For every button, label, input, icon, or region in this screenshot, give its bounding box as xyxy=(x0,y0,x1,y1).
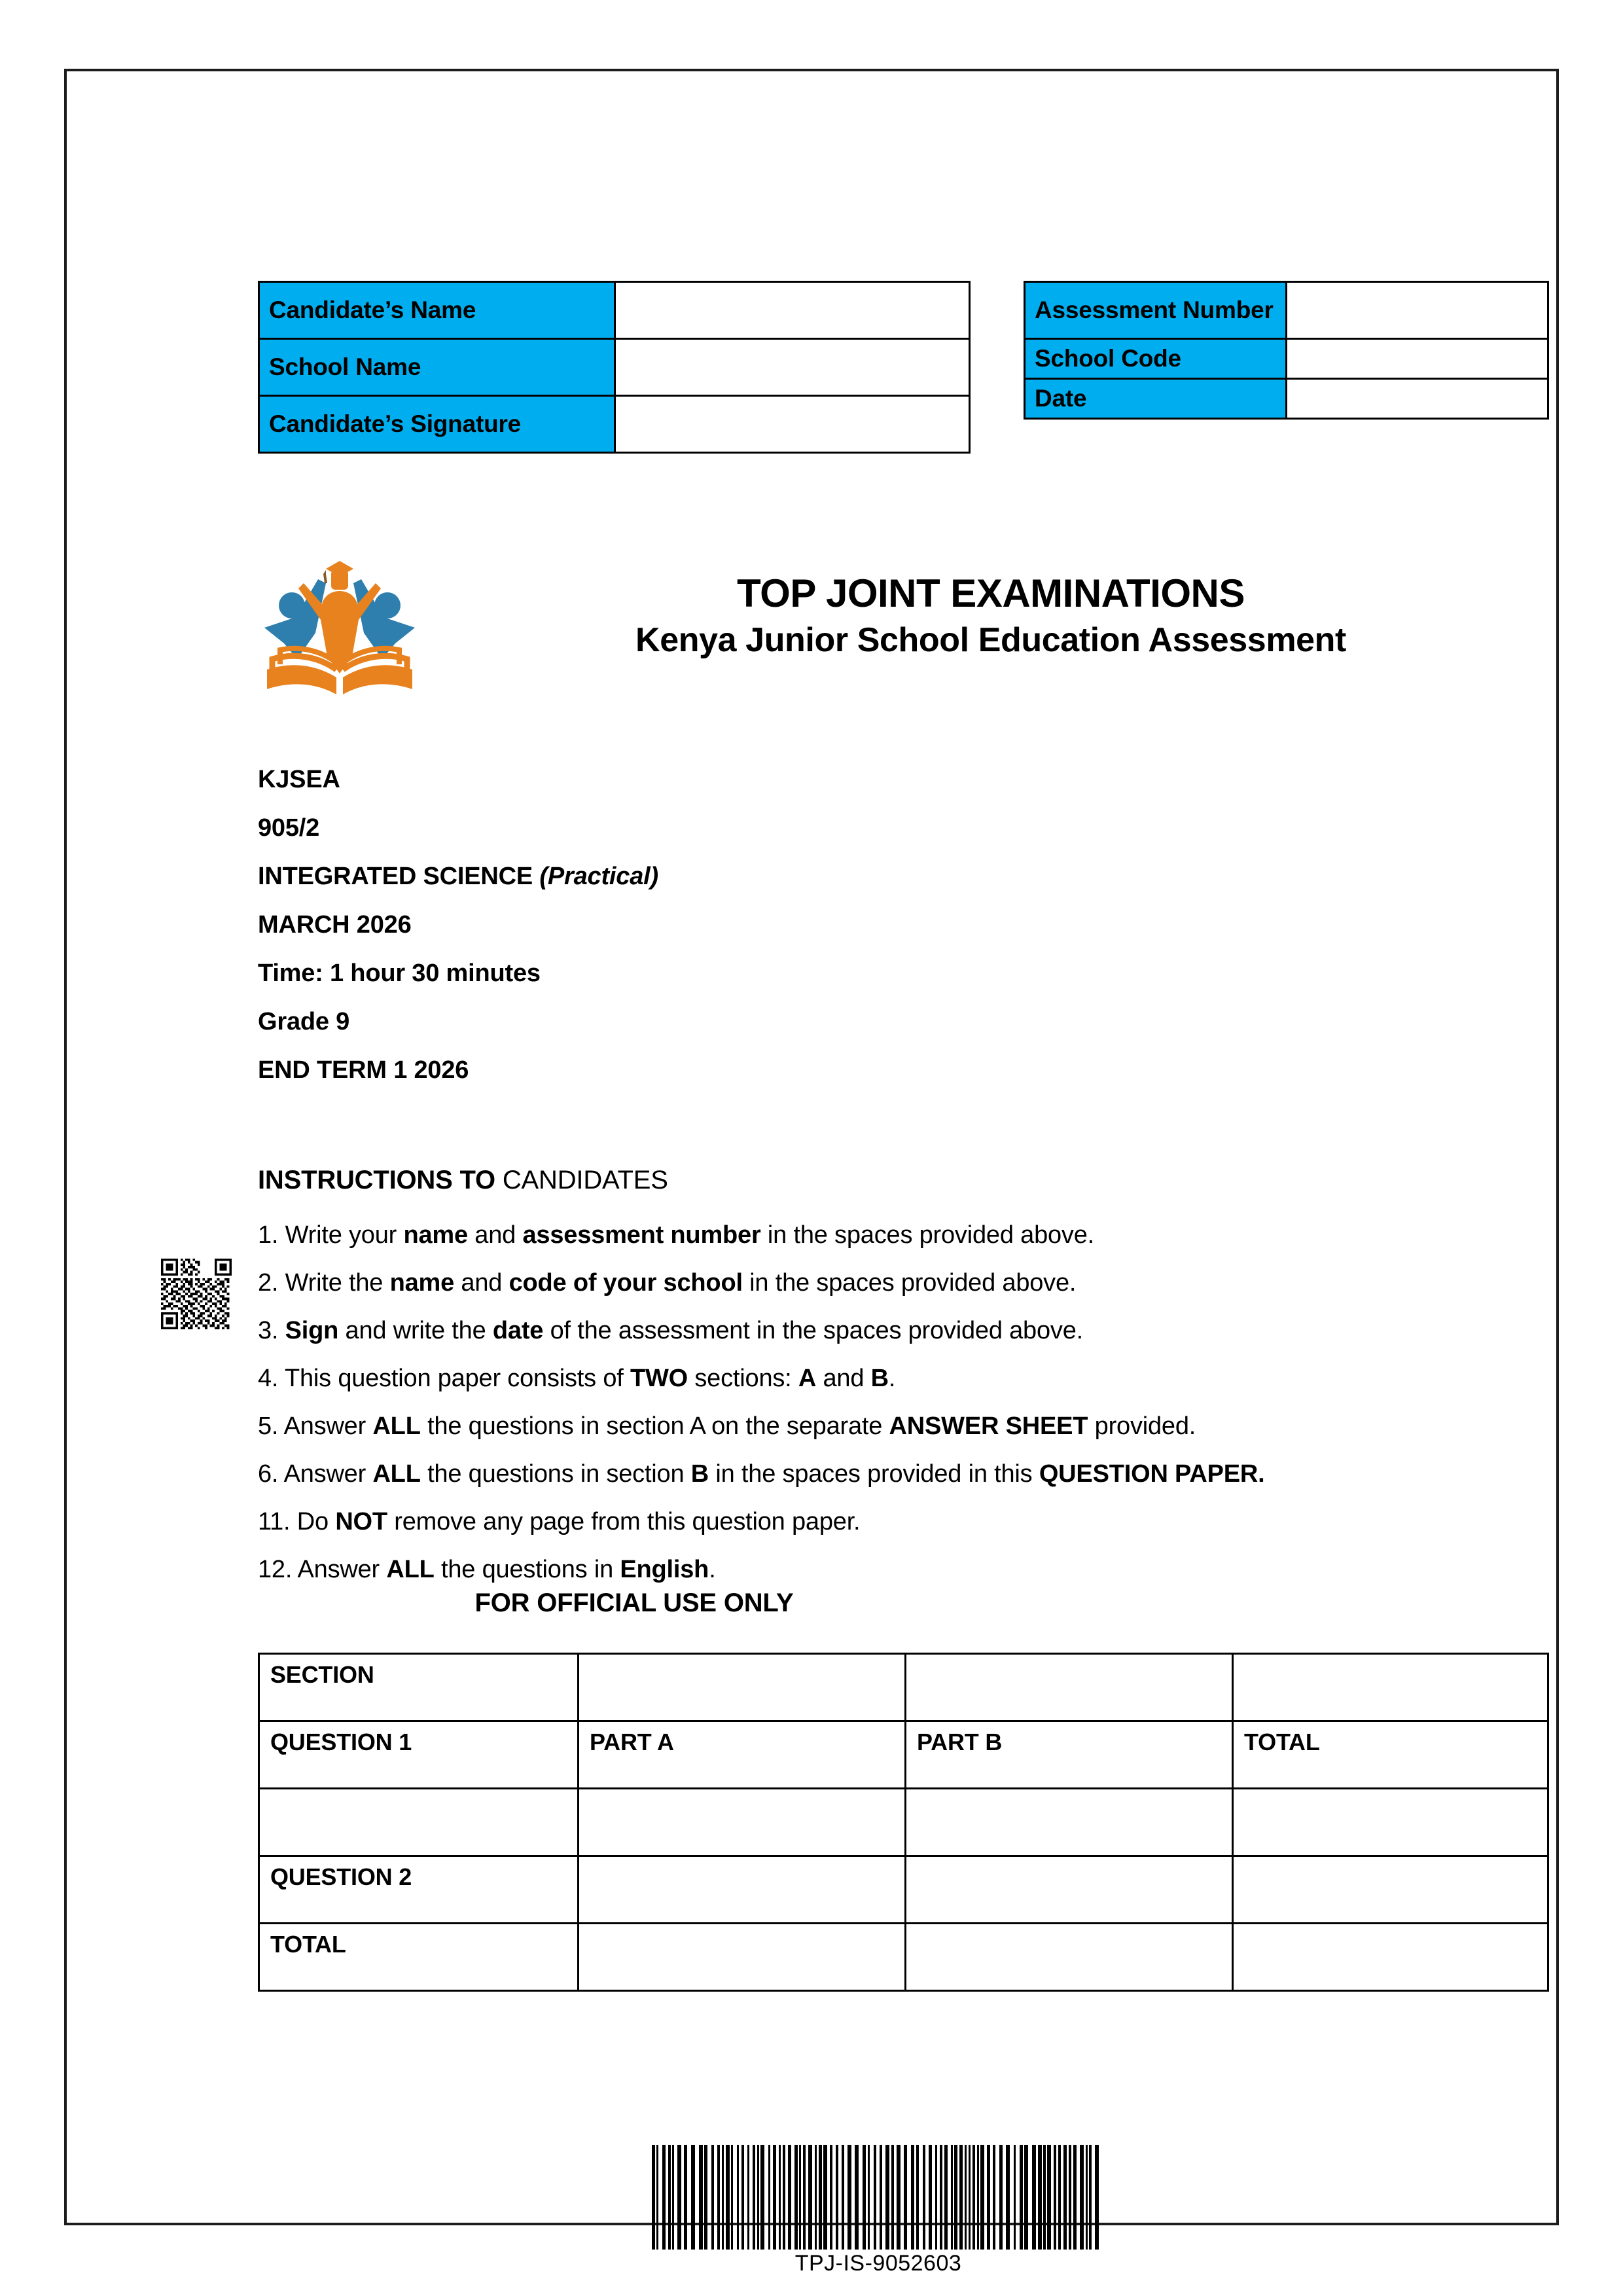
instructions-heading-strong: INSTRUCTIONS TO xyxy=(258,1166,503,1194)
marks-cell-blank[interactable] xyxy=(906,1924,1233,1991)
barcode-block xyxy=(649,2145,1107,2276)
instruction-text: This question paper consists of xyxy=(284,1365,630,1392)
candidate-name-field[interactable] xyxy=(615,282,970,339)
instruction-text: Answer xyxy=(283,1412,373,1440)
instruction-text: and xyxy=(816,1365,871,1392)
candidate-signature-label: Candidate’s Signature xyxy=(259,396,615,453)
table-row xyxy=(259,1789,1548,1856)
marks-cell-blank[interactable] xyxy=(259,1789,579,1856)
assessment-number-label: Assessment Number xyxy=(1025,282,1287,339)
table-row xyxy=(259,1856,1548,1924)
page-subtitle: Kenya Junior School Education Assessment xyxy=(635,621,1346,660)
instruction-emphasis: QUESTION PAPER. xyxy=(1039,1460,1265,1488)
marks-cell-label: PART B xyxy=(906,1721,1233,1789)
marks-cell-blank[interactable] xyxy=(579,1856,906,1924)
instruction-emphasis: NOT xyxy=(335,1508,387,1535)
instruction-number: 6. xyxy=(258,1460,284,1488)
instruction-emphasis: date xyxy=(492,1317,544,1344)
instruction-text: in the spaces provided in this xyxy=(709,1460,1039,1488)
instruction-emphasis: Sign xyxy=(285,1317,339,1344)
instruction-text: Write the xyxy=(285,1269,390,1297)
table-row xyxy=(259,396,970,453)
instruction-emphasis: ALL xyxy=(372,1412,421,1440)
meta-exam-code: KJSEA xyxy=(258,766,340,793)
instruction-text: and xyxy=(467,1221,523,1249)
instruction-number: 2. xyxy=(258,1269,285,1297)
barcode xyxy=(649,2145,1107,2250)
meta-paper-number: 905/2 xyxy=(258,814,320,842)
marks-cell-blank[interactable] xyxy=(579,1924,906,1991)
instruction-text: . xyxy=(709,1556,716,1583)
instruction-emphasis: name xyxy=(389,1269,455,1297)
qr-code-icon xyxy=(161,1259,232,1329)
school-name-label: School Name xyxy=(259,339,615,396)
instruction-item xyxy=(258,1403,1560,1450)
page-title: TOP JOINT EXAMINATIONS xyxy=(737,571,1245,615)
meta-subject-qualifier: (Practical) xyxy=(539,863,658,890)
marks-cell-blank[interactable] xyxy=(1233,1924,1548,1991)
instruction-number: 3. xyxy=(258,1317,285,1344)
table-row xyxy=(259,282,970,339)
instruction-text: and xyxy=(454,1269,509,1297)
assessment-number-field[interactable] xyxy=(1287,282,1548,339)
instruction-text: of the assessment in the spaces provided above. xyxy=(543,1317,1084,1344)
assessment-details-table xyxy=(1024,281,1549,420)
marks-cell-blank[interactable] xyxy=(906,1654,1233,1721)
meta-grade: Grade 9 xyxy=(258,1008,350,1035)
marks-cell-label: TOTAL xyxy=(259,1924,579,1991)
instruction-item xyxy=(258,1546,1560,1594)
marks-cell-blank[interactable] xyxy=(906,1856,1233,1924)
instruction-emphasis: TWO xyxy=(630,1365,688,1392)
instruction-emphasis: assessment number xyxy=(522,1221,761,1249)
instruction-emphasis: code of your school xyxy=(508,1269,743,1297)
instruction-emphasis: B xyxy=(690,1460,709,1488)
marks-cell-blank[interactable] xyxy=(1233,1856,1548,1924)
instructions-heading xyxy=(258,1166,668,1195)
exam-header xyxy=(258,554,1547,718)
marks-cell-label: TOTAL xyxy=(1233,1721,1548,1789)
school-code-label: School Code xyxy=(1025,339,1287,379)
instruction-text: the questions in xyxy=(434,1556,620,1583)
official-marks-table xyxy=(258,1653,1549,1992)
school-code-field[interactable] xyxy=(1287,339,1548,379)
candidate-signature-field[interactable] xyxy=(615,396,970,453)
official-use-title: FOR OFFICIAL USE ONLY xyxy=(474,1588,794,1617)
instruction-text: sections: xyxy=(688,1365,798,1392)
meta-term: END TERM 1 2026 xyxy=(258,1056,469,1084)
table-row xyxy=(259,1721,1548,1789)
instruction-number: 4. xyxy=(258,1365,285,1392)
instruction-text: provided. xyxy=(1088,1412,1196,1440)
instruction-emphasis: ANSWER SHEET xyxy=(889,1412,1088,1440)
date-field[interactable] xyxy=(1287,379,1548,419)
marks-cell-blank[interactable] xyxy=(1233,1789,1548,1856)
instruction-emphasis: ALL xyxy=(386,1556,435,1583)
exam-title-block xyxy=(435,571,1547,661)
meta-time-allowed: Time: 1 hour 30 minutes xyxy=(258,960,541,987)
table-row xyxy=(1025,339,1548,379)
instruction-emphasis: ALL xyxy=(372,1460,421,1488)
instruction-item xyxy=(258,1307,1560,1355)
instruction-emphasis: name xyxy=(403,1221,468,1249)
table-row xyxy=(259,1654,1548,1721)
page-border xyxy=(64,69,1559,2276)
marks-cell-blank[interactable] xyxy=(906,1789,1233,1856)
top-joint-examinations-logo xyxy=(258,554,421,705)
marks-cell-label: QUESTION 1 xyxy=(259,1721,579,1789)
instruction-text: in the spaces provided above. xyxy=(760,1221,1095,1249)
instruction-item xyxy=(258,1450,1560,1498)
table-row xyxy=(259,1924,1548,1991)
instruction-text: Answer xyxy=(297,1556,387,1583)
barcode-text: TPJ-IS-9052603 xyxy=(794,2251,962,2276)
instruction-text: Answer xyxy=(283,1460,373,1488)
instruction-text: in the spaces provided above. xyxy=(742,1269,1077,1297)
meta-month-year: MARCH 2026 xyxy=(258,911,412,939)
instruction-number: 12. xyxy=(258,1556,298,1583)
marks-cell-label: PART A xyxy=(579,1721,906,1789)
candidate-details-table xyxy=(258,281,971,454)
instruction-text: Write your xyxy=(285,1221,404,1249)
instruction-text: the questions in section xyxy=(420,1460,691,1488)
instruction-text: Do xyxy=(296,1508,336,1535)
instruction-number: 11. xyxy=(258,1508,297,1535)
instruction-number: 1. xyxy=(258,1221,285,1249)
marks-cell-blank[interactable] xyxy=(579,1789,906,1856)
instruction-item xyxy=(258,1498,1560,1546)
instruction-text: the questions in section A on the separate xyxy=(420,1412,889,1440)
marks-cell-blank[interactable] xyxy=(1233,1654,1548,1721)
instructions-list xyxy=(258,1211,1560,1594)
instructions-heading-light: CANDIDATES xyxy=(502,1166,668,1194)
instruction-emphasis: English xyxy=(620,1556,709,1583)
instruction-text: . xyxy=(888,1365,896,1392)
instruction-item xyxy=(258,1259,1560,1307)
instruction-item xyxy=(258,1355,1560,1403)
table-row xyxy=(1025,282,1548,339)
instruction-number: 5. xyxy=(258,1412,284,1440)
marks-cell-label: QUESTION 2 xyxy=(259,1856,579,1924)
table-row xyxy=(1025,379,1548,419)
meta-subject-name: INTEGRATED SCIENCE xyxy=(258,863,540,890)
candidate-name-label: Candidate’s Name xyxy=(259,282,615,339)
exam-metadata xyxy=(258,755,1174,1094)
instruction-emphasis: B xyxy=(870,1365,889,1392)
marks-cell-blank[interactable] xyxy=(579,1654,906,1721)
instruction-item xyxy=(258,1211,1560,1259)
date-label: Date xyxy=(1025,379,1287,419)
marks-cell-label: SECTION xyxy=(259,1654,579,1721)
instruction-emphasis: A xyxy=(798,1365,817,1392)
instruction-text: and write the xyxy=(338,1317,493,1344)
meta-subject xyxy=(258,852,1174,901)
school-name-field[interactable] xyxy=(615,339,970,396)
table-row xyxy=(259,339,970,396)
instruction-text: remove any page from this question paper. xyxy=(387,1508,861,1535)
